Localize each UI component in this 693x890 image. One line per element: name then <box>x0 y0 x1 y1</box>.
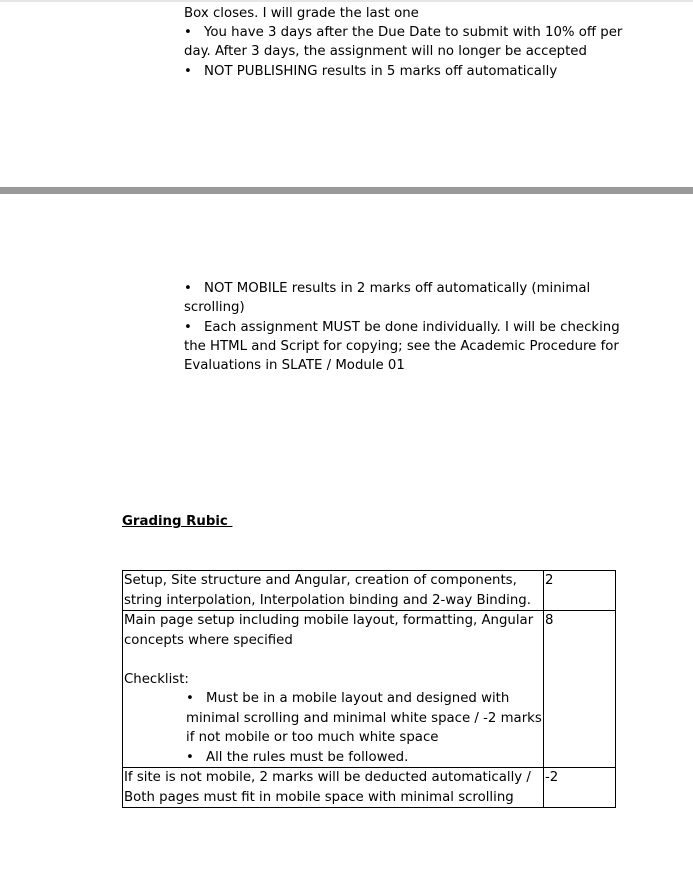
checklist-item-mobile-layout <box>124 689 543 709</box>
rubric-marks <box>544 571 616 611</box>
rubric-row3-marks: -2 <box>545 770 559 785</box>
rubric-marks <box>544 768 616 808</box>
rubric-row-not-mobile <box>123 768 616 808</box>
rubric-row2-line1: Main page setup including mobile layout, formatting, Angular <box>124 613 534 628</box>
grading-rubric-heading: Grading Rubic <box>122 514 233 529</box>
bullet-individual-text-1: Each assignment MUST be done individually. I will be checking <box>204 320 620 335</box>
rubric-row2-line2: concepts where specified <box>124 632 293 648</box>
bullet-glyph: • <box>184 281 192 296</box>
rubric-description <box>123 768 544 808</box>
bullet-glyph: • <box>184 320 192 335</box>
grading-rubric-table <box>122 570 616 808</box>
checklist-item2-text: All the rules must be followed. <box>206 749 409 765</box>
rubric-row1-line2: string interpolation, Interpolation binding and 2-way Binding. <box>124 592 531 608</box>
rubric-row-setup <box>123 571 616 611</box>
rubric-row-main-page <box>123 611 616 768</box>
rubric-row3-line2: Both pages must fit in mobile space with minimal scrolling <box>124 789 514 805</box>
checklist-item-rules <box>124 748 543 768</box>
rubric-checklist-label: Checklist: <box>124 671 189 687</box>
rubric-description <box>123 571 544 611</box>
bullet-individual <box>184 318 620 338</box>
bullet-glyph: • <box>186 749 194 765</box>
bullet-glyph: • <box>184 64 192 79</box>
bullet-due-date <box>184 23 622 43</box>
rubric-row1-line1: Setup, Site structure and Angular, creation of components, <box>124 573 517 588</box>
continued-text-line: Box closes. I will grade the last one <box>184 6 419 21</box>
bullet-glyph: • <box>186 691 194 706</box>
bullet-publishing-text: NOT PUBLISHING results in 5 marks off automatically <box>204 64 558 79</box>
blank-line <box>124 650 543 670</box>
bullet-individual-text-2: the HTML and Script for copying; see the Academic Procedure for <box>184 339 619 354</box>
page-top-edge <box>0 0 693 2</box>
page-break-separator <box>0 187 693 194</box>
rubric-description <box>123 611 544 768</box>
checklist-item1-line2: minimal scrolling and minimal white space / -2 marks <box>186 710 542 726</box>
bullet-publishing <box>184 62 557 82</box>
checklist-item1-line1: Must be in a mobile layout and designed with <box>206 691 510 706</box>
rubric-marks <box>544 611 616 768</box>
bullet-mobile <box>184 279 590 299</box>
bullet-glyph: • <box>184 25 192 40</box>
bullet-mobile-text-1: NOT MOBILE results in 2 marks off automatically (minimal <box>204 281 591 296</box>
bullet-due-date-text-2: day. After 3 days, the assignment will no longer be accepted <box>184 44 587 59</box>
rubric-row3-line1: If site is not mobile, 2 marks will be deducted automatically / <box>124 770 531 785</box>
bullet-due-date-text-1: You have 3 days after the Due Date to submit with 10% off per <box>204 25 623 40</box>
rubric-row2-marks: 8 <box>545 613 554 628</box>
rubric-row1-marks: 2 <box>545 573 554 588</box>
bullet-mobile-text-2: scrolling) <box>184 300 245 315</box>
checklist-item1-line3: if not mobile or too much white space <box>186 730 439 745</box>
bullet-individual-text-3: Evaluations in SLATE / Module 01 <box>184 358 405 373</box>
